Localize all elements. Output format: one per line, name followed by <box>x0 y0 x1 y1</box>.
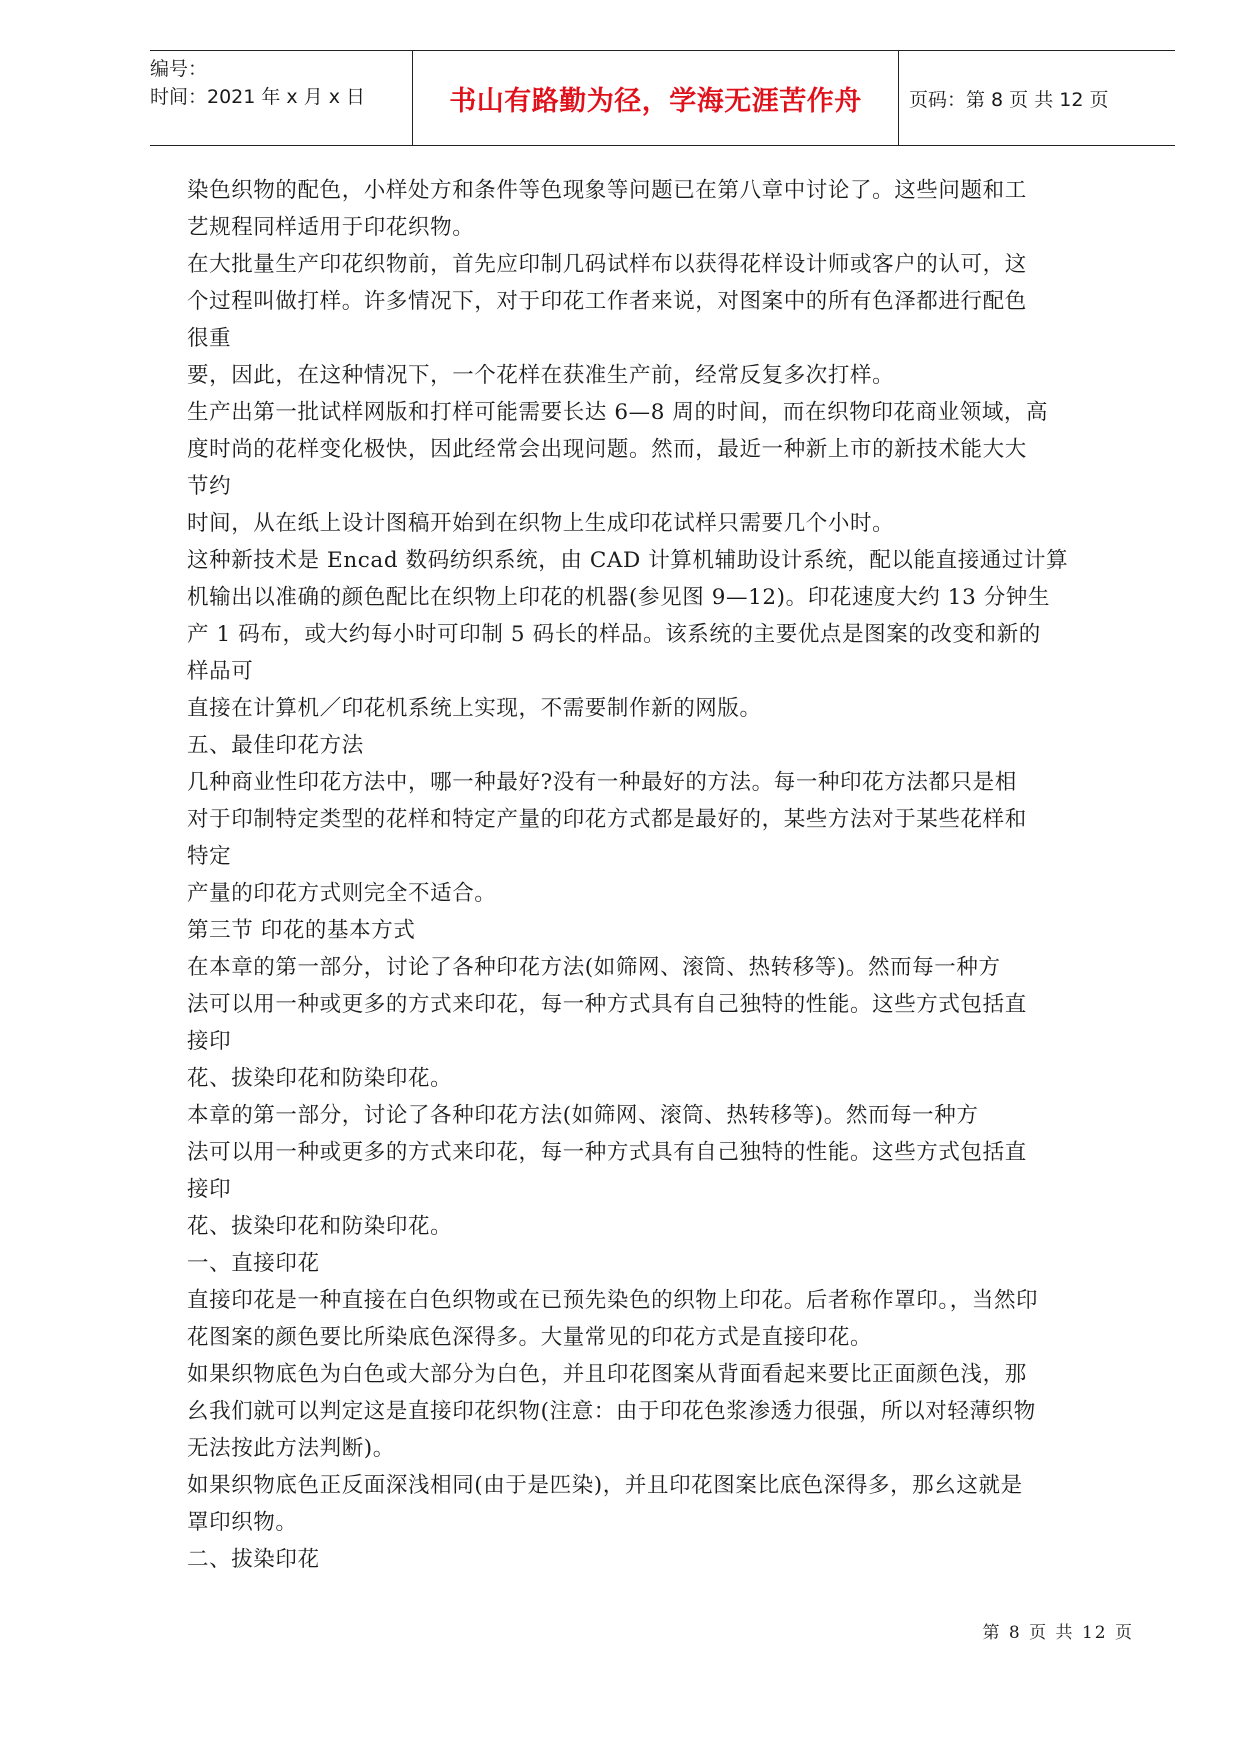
body-text-line: 样品可 <box>187 659 254 684</box>
body-text-line: 五、最佳印花方法 <box>187 733 364 758</box>
body-text-line: 时间，从在纸上设计图稿开始到在织物上生成印花试样只需要几个小时。 <box>187 511 895 536</box>
serial-number-label: 编号： <box>150 58 208 80</box>
body-text-line: 染色织物的配色，小样处方和条件等色现象等问题已在第八章中讨论了。这些问题和工 <box>187 178 1027 203</box>
body-text-line: 如果织物底色正反面深浅相同(由于是匹染)，并且印花图案比底色深得多，那幺这就是 <box>187 1473 1023 1498</box>
header-page-cell <box>899 51 1175 145</box>
body-text-line: 特定 <box>187 844 232 869</box>
body-text-line: 很重 <box>187 326 232 351</box>
body-text-line: 度时尚的花样变化极快，因此经常会出现问题。然而，最近一种新上市的新技术能大大 <box>187 437 1027 462</box>
body-text-line: 产量的印花方式则完全不适合。 <box>187 881 497 906</box>
body-text-line: 第三节 印花的基本方式 <box>187 918 416 943</box>
body-text-line: 产 1 码布，或大约每小时可印制 5 码长的样品。该系统的主要优点是图案的改变和新的 <box>187 622 1041 647</box>
body-text-line: 法可以用一种或更多的方式来印花，每一种方式具有自己独特的性能。这些方式包括直 <box>187 992 1027 1017</box>
header-page-label: 页码：第 8 页 共 12 页 <box>909 88 1109 111</box>
body-text-line: 这种新技术是 Encad 数码纺织系统，由 CAD 计算机辅助设计系统，配以能直接通过计算 <box>187 548 1069 573</box>
body-text-line: 在本章的第一部分，讨论了各种印花方法(如筛网、滚筒、热转移等)。然而每一种方 <box>187 955 1001 980</box>
body-text-line: 幺我们就可以判定这是直接印花织物(注意：由于印花色浆渗透力很强，所以对轻薄织物 <box>187 1399 1036 1424</box>
document-body <box>187 172 1147 1578</box>
body-text-line: 在大批量生产印花织物前，首先应印制几码试样布以获得花样设计师或客户的认可，这 <box>187 252 1027 277</box>
body-text-line: 对于印制特定类型的花样和特定产量的印花方式都是最好的，某些方法对于某些花样和 <box>187 807 1027 832</box>
body-text-line: 一、直接印花 <box>187 1251 320 1276</box>
time-label: 时间：2021 年 x 月 x 日 <box>150 86 366 108</box>
body-text-line: 节约 <box>187 474 232 499</box>
body-text-line: 直接印花是一种直接在白色织物或在已预先染色的织物上印花。后者称作罩印。，当然印 <box>187 1288 1039 1313</box>
body-text-line: 个过程叫做打样。许多情况下，对于印花工作者来说，对图案中的所有色泽都进行配色 <box>187 289 1027 314</box>
body-text-line: 生产出第一批试样网版和打样可能需要长达 6—8 周的时间，而在织物印花商业领域，高 <box>187 400 1049 425</box>
header-info-cell <box>150 51 412 145</box>
body-text-line: 接印 <box>187 1177 232 1202</box>
body-text-line: 花图案的颜色要比所染底色深得多。大量常见的印花方式是直接印花。 <box>187 1325 873 1350</box>
body-text-line: 罩印织物。 <box>187 1510 298 1535</box>
body-text-line: 接印 <box>187 1029 232 1054</box>
header-motto-cell <box>412 51 899 145</box>
document-header <box>150 50 1175 146</box>
body-text-line: 法可以用一种或更多的方式来印花，每一种方式具有自己独特的性能。这些方式包括直 <box>187 1140 1027 1165</box>
body-text-line: 直接在计算机／印花机系统上实现，不需要制作新的网版。 <box>187 696 762 721</box>
body-text-line: 机输出以准确的颜色配比在织物上印花的机器(参见图 9—12)。印花速度大约 13 分钟生 <box>187 585 1051 610</box>
body-text-line: 本章的第一部分，讨论了各种印花方法(如筛网、滚筒、热转移等)。然而每一种方 <box>187 1103 979 1128</box>
body-text-line: 花、拔染印花和防染印花。 <box>187 1066 453 1091</box>
body-text-line: 花、拔染印花和防染印花。 <box>187 1214 453 1239</box>
body-text-line: 艺规程同样适用于印花织物。 <box>187 215 475 240</box>
body-text-line: 要，因此，在这种情况下，一个花样在获准生产前，经常反复多次打样。 <box>187 363 895 388</box>
body-text-line: 几种商业性印花方法中，哪一种最好?没有一种最好的方法。每一种印花方法都只是相 <box>187 770 1017 795</box>
body-text-line: 无法按此方法判断)。 <box>187 1436 395 1461</box>
motto-text: 书山有路勤为径，学海无涯苦作舟 <box>449 85 862 117</box>
body-text-line: 如果织物底色为白色或大部分为白色，并且印花图案从背面看起来要比正面颜色浅，那 <box>187 1362 1027 1387</box>
body-text-line: 二、拔染印花 <box>187 1547 320 1572</box>
page-footer: 第 8 页 共 12 页 <box>982 1623 1134 1643</box>
